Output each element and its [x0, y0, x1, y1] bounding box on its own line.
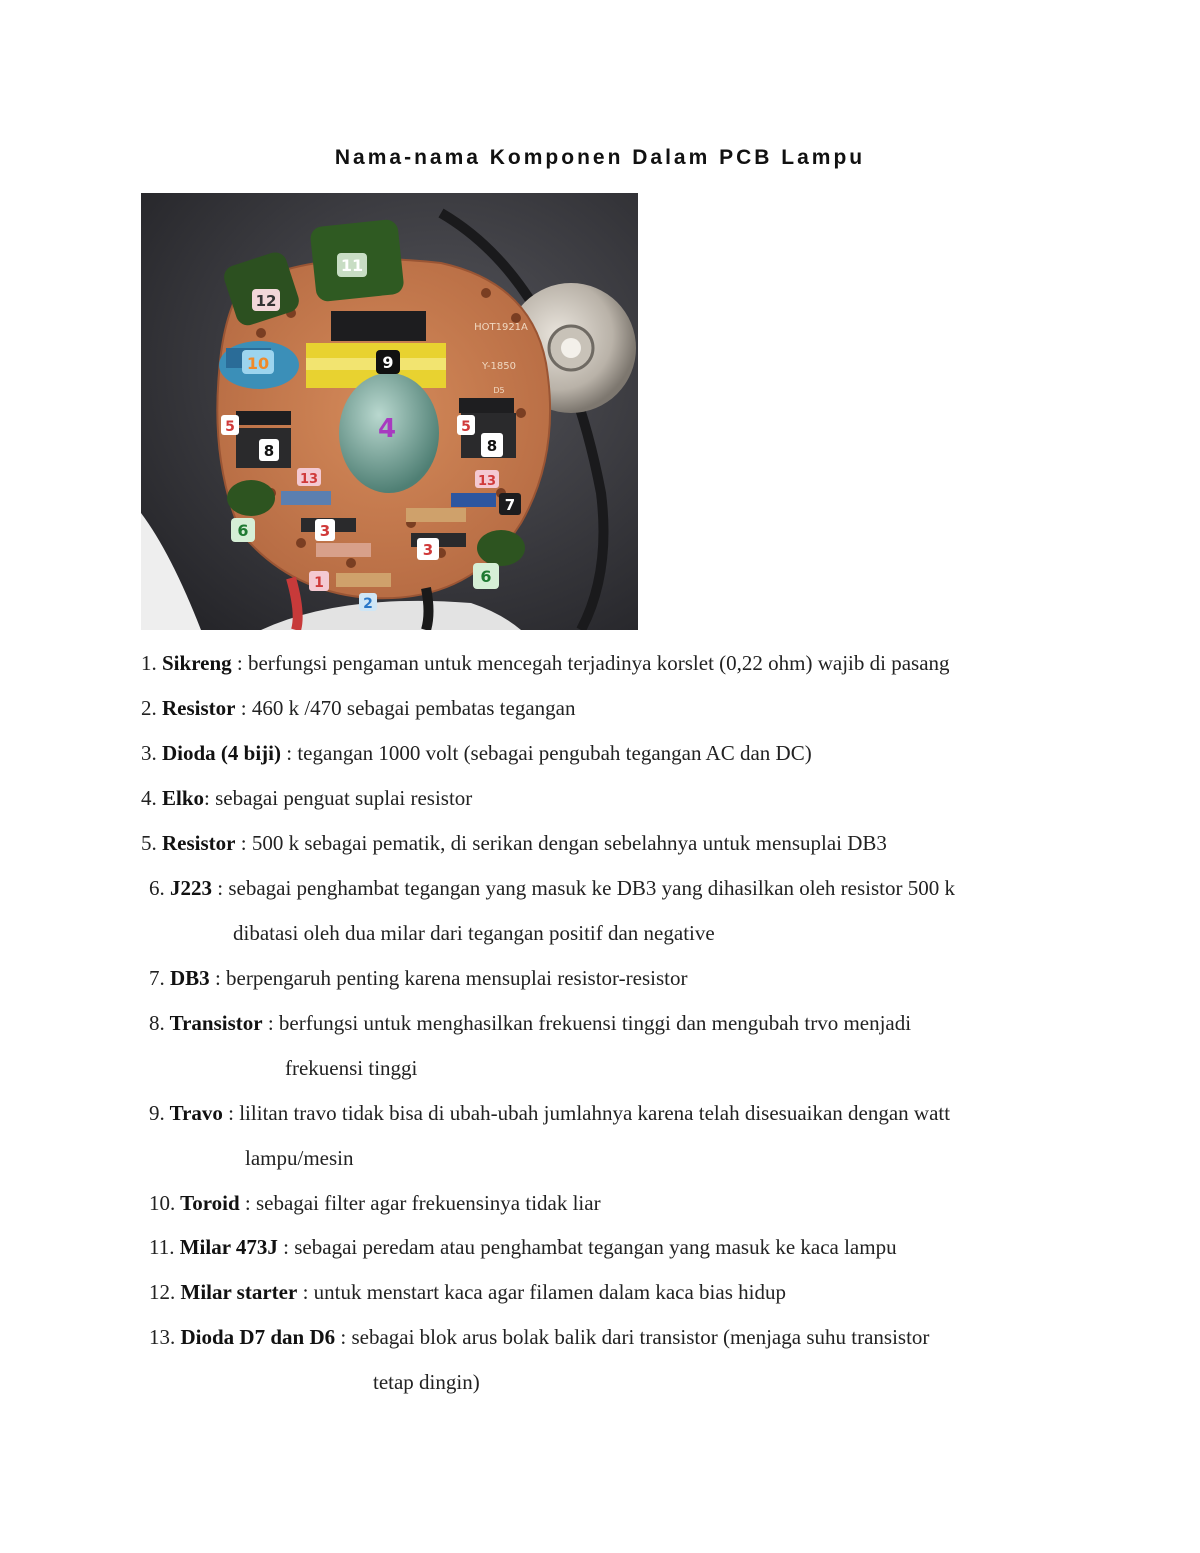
svg-text:10: 10	[246, 354, 270, 373]
page-title: Nama-nama Komponen Dalam PCB Lampu	[334, 146, 866, 169]
list-item-10: 10. Toroid : sebagai filter agar frekuensinya tidak liar	[149, 1191, 601, 1215]
svg-text:6: 6	[480, 567, 492, 586]
list-item-6: 6. J223 : sebagai penghambat tegangan yang masuk ke DB3 yang dihasilkan oleh resistor 500 k	[149, 876, 955, 900]
list-item-12: 12. Milar starter : untuk menstart kaca agar filamen dalam kaca bias hidup	[149, 1280, 786, 1304]
svg-text:9: 9	[382, 353, 394, 372]
svg-text:8: 8	[486, 437, 498, 455]
svg-text:3: 3	[422, 541, 434, 559]
list-item-2: 2. Resistor : 460 k /470 sebagai pembatas tegangan	[141, 696, 576, 720]
svg-text:2: 2	[363, 596, 373, 612]
svg-text:HOT1921A: HOT1921A	[474, 322, 528, 333]
list-item-9-continuation: lampu/mesin	[245, 1146, 354, 1170]
list-item-8: 8. Transistor : berfungsi untuk menghasilkan frekuensi tinggi dan mengubah trvo menjadi	[149, 1011, 912, 1035]
list-item-8-continuation: frekuensi tinggi	[285, 1056, 418, 1080]
list-item-6-continuation: dibatasi oleh dua milar dari tegangan positif dan negative	[233, 921, 715, 945]
svg-text:1: 1	[314, 575, 324, 591]
list-item-13: 13. Dioda D7 dan D6 : sebagai blok arus bolak balik dari transistor (menjaga suhu transistor	[149, 1325, 930, 1349]
svg-text:3: 3	[319, 522, 331, 540]
svg-text:12: 12	[255, 292, 277, 310]
svg-text:5: 5	[461, 419, 471, 435]
pcb-photo	[141, 193, 638, 630]
list-item-7: 7. DB3 : berpengaruh penting karena mensuplai resistor-resistor	[149, 966, 688, 990]
svg-text:8: 8	[263, 442, 275, 460]
svg-text:13: 13	[477, 474, 497, 489]
svg-text:4: 4	[377, 414, 397, 444]
list-item-11: 11. Milar 473J : sebagai peredam atau penghambat tegangan yang masuk ke kaca lampu	[149, 1235, 897, 1259]
svg-text:D5: D5	[493, 386, 505, 395]
list-item-5: 5. Resistor : 500 k sebagai pematik, di serikan dengan sebelahnya untuk mensuplai DB3	[141, 831, 887, 855]
list-item-13-continuation: tetap dingin)	[373, 1370, 480, 1394]
list-item-3: 3. Dioda (4 biji) : tegangan 1000 volt (sebagai pengubah tegangan AC dan DC)	[141, 741, 812, 765]
list-item-1: 1. Sikreng : berfungsi pengaman untuk mencegah terjadinya korslet (0,22 ohm) wajib di pasang	[141, 651, 950, 675]
svg-text:5: 5	[225, 419, 235, 435]
svg-text:6: 6	[237, 521, 249, 540]
svg-text:Y-1850: Y-1850	[482, 361, 516, 372]
svg-text:11: 11	[340, 256, 364, 275]
list-item-9: 9. Travo : lilitan travo tidak bisa di ubah-ubah jumlahnya karena telah disesuaikan dengan watt	[149, 1101, 951, 1125]
svg-text:7: 7	[504, 496, 516, 514]
svg-text:13: 13	[299, 472, 319, 487]
list-item-4: 4. Elko: sebagai penguat suplai resistor	[141, 786, 473, 810]
